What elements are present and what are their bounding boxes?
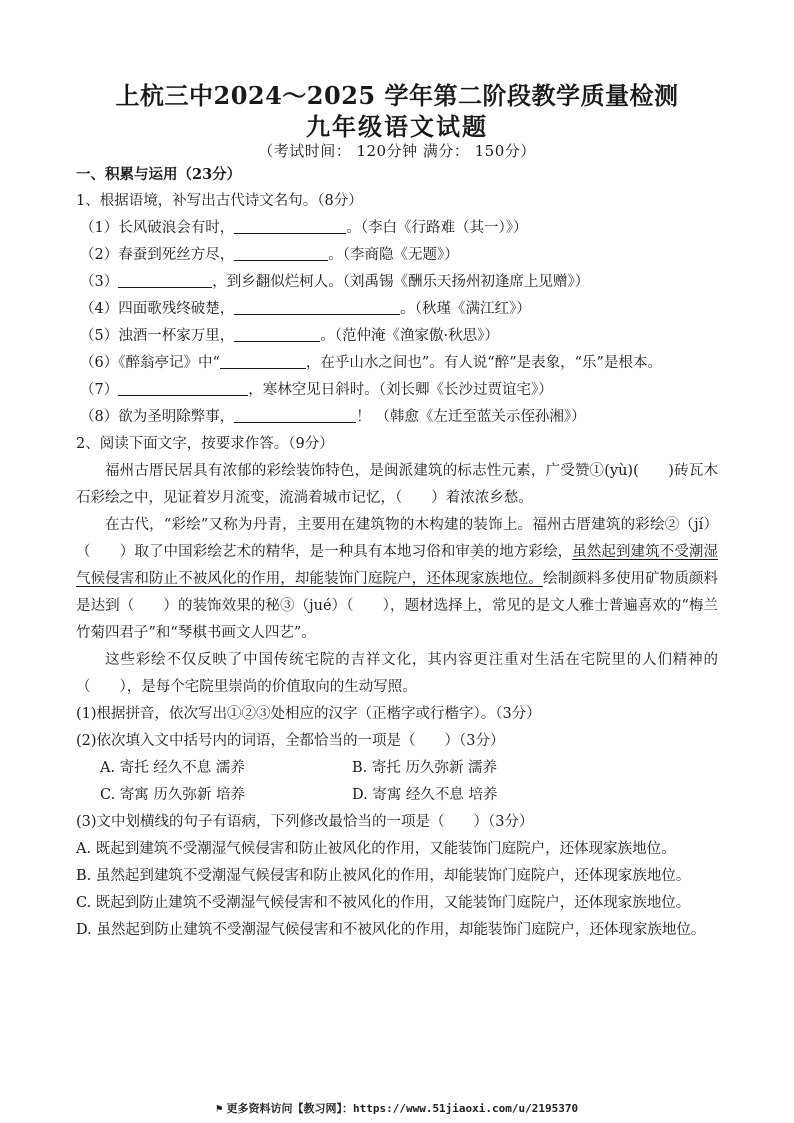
paragraph-text: 绘制颜料多使用矿物质颜料是达到（ ）的装饰效果的秘③（jué）（ ），题材选择上，常见的是文人雅士普遍喜欢的“梅兰竹菊四君子”和“琴棋书画文人四艺”。 — [76, 571, 719, 641]
answer-blank[interactable] — [220, 353, 306, 369]
choice-option-b[interactable]: B. 虽然起到建筑不受潮湿气候侵害和防止被风化的作用，却能装饰门庭院户，还体现家族地位。 — [76, 868, 691, 884]
choice-option-b[interactable]: B. 寄托 历久弥新 濡养 — [352, 760, 498, 776]
choice-option-c[interactable]: C. 既起到防止建筑不受潮湿气候侵害和不被风化的作用，又能装饰门庭院户，还体现家族地位。 — [76, 895, 691, 911]
poem-item-5 — [76, 323, 718, 350]
exam-title: 上杭三中2024～2025 学年第二阶段教学质量检测 — [115, 81, 679, 110]
paragraph-text: 在古代，“彩绘”又称为丹青，主要用在建筑物的木构建的装饰上。福州古厝建筑的彩绘②（jí）（ ）取了中国彩绘艺术的精华，是一种具有本地习俗和审美的地方彩绘， — [76, 517, 718, 560]
poem-item-8 — [76, 404, 718, 431]
choice-option-c[interactable]: C. 寄寓 历久弥新 培养 — [100, 787, 246, 803]
item-suffix: ，寒林空见日斜时。（刘长卿《长沙过贾谊宅》） — [248, 382, 553, 398]
poem-item-4 — [76, 296, 718, 323]
answer-blank[interactable] — [234, 245, 328, 261]
item-suffix: 。（秋瑾《满江红》） — [400, 301, 531, 317]
flag-icon: ⚑ — [215, 1102, 223, 1115]
footer-link[interactable] — [0, 1100, 794, 1116]
answer-blank[interactable] — [118, 272, 212, 288]
question-stem: 1、根据语境，补写出古代诗文名句。（8分） — [76, 193, 363, 209]
item-prefix: （6）《醉翁亭记》中“ — [80, 355, 220, 371]
choice-option-a[interactable]: A. 既起到建筑不受潮湿气候侵害和防止被风化的作用，又能装饰门庭院户，还体现家族地位。 — [76, 841, 676, 857]
choice-option-a[interactable]: A. 寄托 经久不息 濡养 — [100, 760, 245, 776]
option-row — [76, 782, 718, 809]
item-suffix: ！ （韩愈《左迁至蓝关示侄孙湘》） — [356, 409, 586, 425]
reading-paragraph-2 — [76, 512, 718, 647]
footer-text[interactable]: 更多资料访问【教习网】：https://www.51jiaoxi.com/u/2195370 — [226, 1102, 579, 1115]
item-prefix: （5）浊酒一杯家万里， — [80, 328, 235, 344]
answer-blank[interactable] — [234, 218, 346, 234]
answer-blank[interactable] — [234, 407, 356, 423]
section-heading: 一、积累与运用（23分） — [76, 166, 242, 183]
underlined-sentence: 虽然起到建筑不受潮湿气候侵害和防止不被风化的作用，却能装饰门庭院户，还体现家族地位。 — [76, 544, 719, 587]
item-suffix: 。（范仲淹《渔家傲·秋思》） — [320, 328, 499, 344]
exam-content — [76, 161, 718, 944]
item-prefix: （4）四面歌残终破楚， — [80, 301, 235, 317]
poem-item-2 — [76, 242, 718, 269]
option-row — [76, 755, 718, 782]
choice-option-d[interactable]: D. 虽然起到防止建筑不受潮湿气候侵害和不被风化的作用，却能装饰门庭院户，还体现家族地位。 — [76, 922, 706, 938]
item-suffix: 。（李商隐《无题》） — [328, 247, 459, 263]
answer-blank[interactable] — [118, 380, 248, 396]
sub-question-3: (3)文中划横线的句子有语病，下列修改最恰当的一项是（ ）（3分） — [76, 814, 534, 830]
exam-subtitle: 九年级语文试题 — [306, 112, 488, 141]
choice-option-d[interactable]: D. 寄寓 经久不息 培养 — [352, 787, 498, 803]
sub-question-1: (1)根据拼音，依次写出①②③处相应的汉字（正楷字或行楷字）。（3分） — [76, 706, 541, 722]
poem-item-1 — [76, 215, 718, 242]
answer-blank[interactable] — [234, 326, 320, 342]
item-prefix: （7） — [80, 382, 119, 398]
poem-item-6 — [76, 350, 718, 377]
poem-item-3 — [76, 269, 718, 296]
question-stem: 2、阅读下面文字，按要求作答。（9分） — [76, 436, 334, 452]
item-prefix: （1）长风破浪会有时， — [80, 220, 235, 236]
item-suffix: ，在乎山水之间也”。有人说“醉”是表象，“乐”是根本。 — [305, 355, 662, 371]
sub-question-2: (2)依次填入文中括号内的词语，全都恰当的一项是（ ）（3分） — [76, 733, 505, 749]
reading-paragraph-1: 福州古厝民居具有浓郁的彩绘装饰特色，是闽派建筑的标志性元素，广受赞①(yù)( )砖瓦木石彩绘之中，见证着岁月流变，流淌着城市记忆，（ ）着浓浓乡愁。 — [76, 463, 718, 506]
item-prefix: （3） — [80, 274, 119, 290]
poem-item-7 — [76, 377, 718, 404]
item-prefix: （2）春蚕到死丝方尽， — [80, 247, 235, 263]
reading-paragraph-3: 这些彩绘不仅反映了中国传统宅院的吉祥文化，其内容更注重对生活在宅院里的人们精神的（ ），是每个宅院里崇尚的价值取向的生动写照。 — [76, 652, 718, 695]
answer-blank[interactable] — [234, 299, 400, 315]
item-suffix: ，到乡翻似烂柯人。（刘禹锡《酬乐天扬州初逢席上见赠》） — [212, 274, 590, 290]
item-suffix: 。（李白《行路难（其一）》） — [346, 220, 528, 236]
exam-info: （考试时间： 120分钟 满分： 150分） — [258, 142, 536, 160]
item-prefix: （8）欲为圣明除弊事， — [80, 409, 235, 425]
